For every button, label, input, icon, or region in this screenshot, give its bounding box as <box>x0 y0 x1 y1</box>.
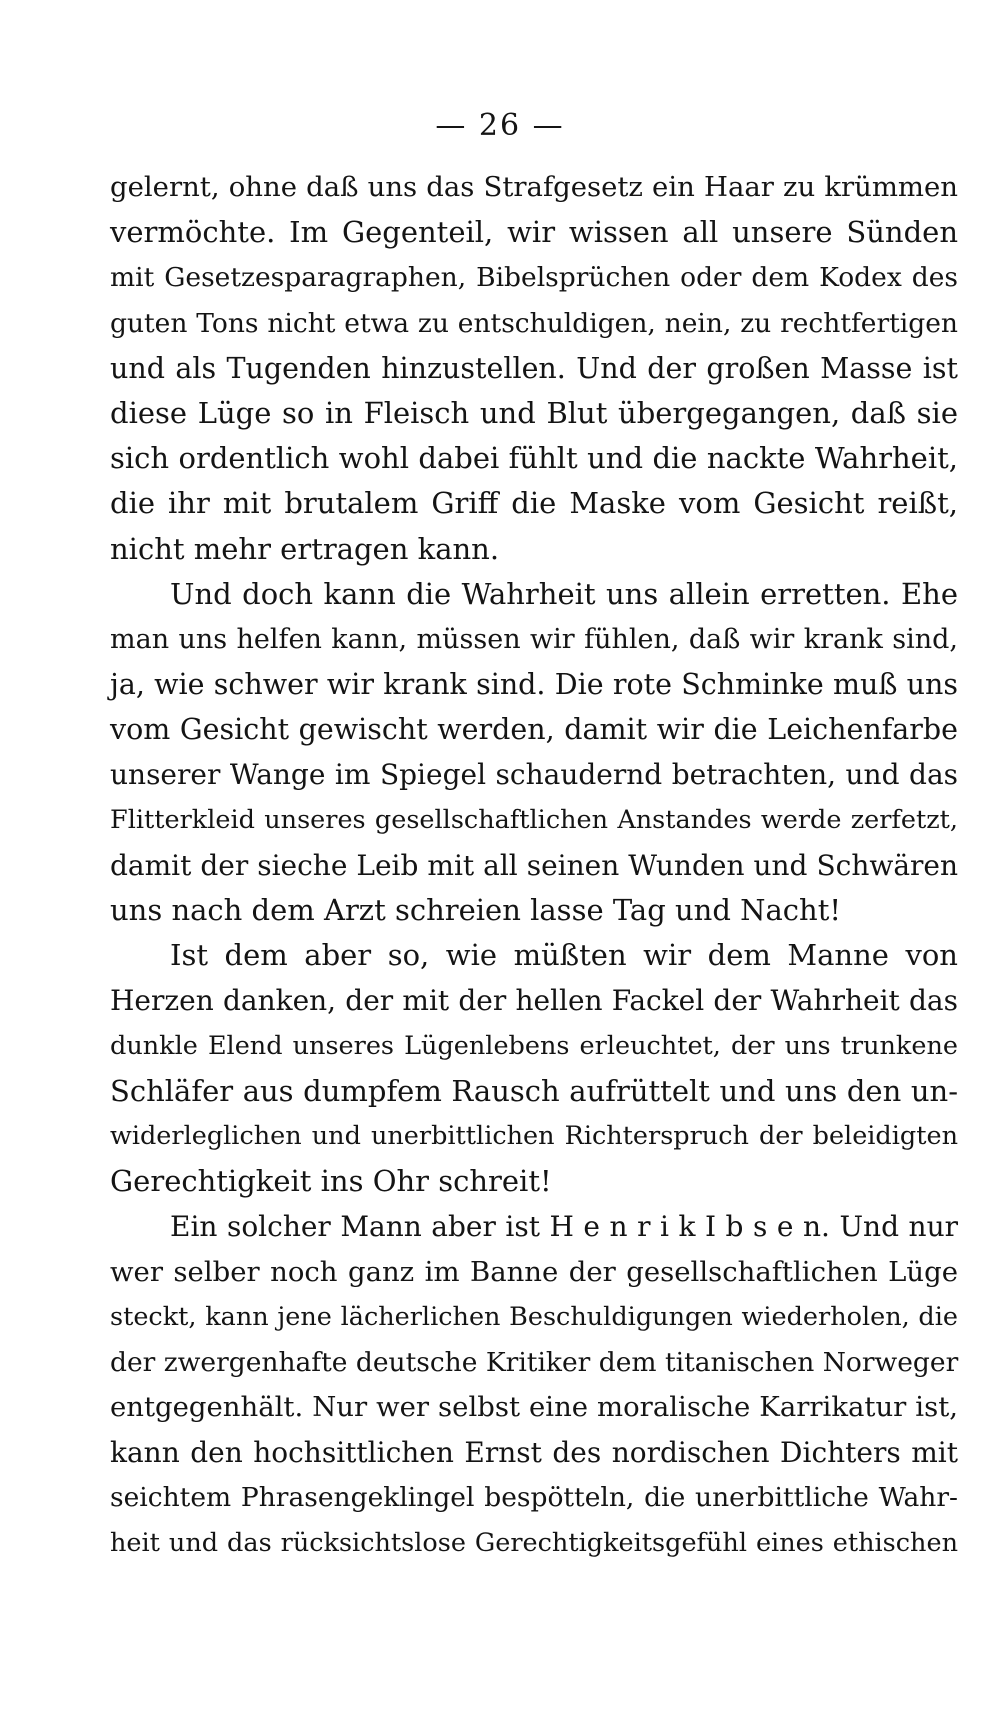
text-line: vom Gesicht gewischt werden, damit wir die Leichenfarbe <box>110 713 958 747</box>
text-line: Flitterkleid unseres gesellschaftlichen Anstandes werde zerfetzt, <box>110 804 958 835</box>
text-line: steckt, kann jene lächerlichen Beschuldigungen wiederholen, die <box>110 1301 958 1332</box>
text-line: Schläfer aus dumpfem Rausch aufrüttelt und uns den un- <box>110 1073 958 1108</box>
text-line: guten Tons nicht etwa zu entschuldigen, nein, zu rechtfertigen <box>110 307 958 339</box>
text-line: gelernt, ohne daß uns das Strafgesetz ein Haar zu krümmen <box>110 171 958 203</box>
body-text <box>110 165 958 1566</box>
text-line: der zwergenhafte deutsche Kritiker dem titanischen Norweger <box>110 1346 959 1378</box>
text-line: Ist dem aber so, wie müßten wir dem Manne von <box>170 938 958 973</box>
text-line: dunkle Elend unseres Lügenlebens erleuchtet, der uns trunkene <box>110 1030 958 1061</box>
text-line: sich ordentlich wohl dabei fühlt und die nackte Wahrheit, <box>110 441 958 476</box>
text-line: Gerechtigkeit ins Ohr schreit! <box>110 1164 552 1199</box>
text-line: entgegenhält. Nur wer selbst eine moralische Karrikatur ist, <box>110 1391 958 1424</box>
text-line: die ihr mit brutalem Griff die Maske vom Gesicht reißt, <box>110 486 958 521</box>
text-line: man uns helfen kann, müssen wir fühlen, daß wir krank sind, <box>110 623 958 655</box>
text-line: nicht mehr ertragen kann. <box>110 531 500 566</box>
text-line: mit Gesetzesparagraphen, Bibelsprüchen oder dem Kodex des <box>110 262 958 294</box>
text-line: wer selber noch ganz im Banne der gesellschaftlichen Lüge <box>110 1255 958 1288</box>
text-line: kann den hochsittlichen Ernst des nordischen Dichters mit <box>110 1436 958 1470</box>
text-line: uns nach dem Arzt schreien lasse Tag und Nacht! <box>110 893 842 927</box>
text-line: seichtem Phrasengeklingel bespötteln, die unerbittliche Wahr- <box>110 1482 958 1514</box>
text-line: heit und das rücksichtslose Gerechtigkeitsgefühl eines ethischen <box>110 1527 958 1558</box>
text-line: damit der sieche Leib mit all seinen Wunden und Schwären <box>110 848 958 882</box>
text-line: diese Lüge so in Fleisch und Blut übergegangen, daß sie <box>110 395 958 430</box>
text-line: Herzen danken, der mit der hellen Fackel der Wahrheit das <box>110 984 958 1018</box>
text-line: und als Tugenden hinzustellen. Und der großen Masse ist <box>110 351 958 385</box>
page-number: — 26 — <box>435 108 565 143</box>
text-line: vermöchte. Im Gegenteil, wir wissen all unsere Sünden <box>110 215 958 250</box>
text-line: ja, wie schwer wir krank sind. Die rote Schminke muß uns <box>110 668 958 702</box>
text-line: Und doch kann die Wahrheit uns allein erretten. Ehe <box>170 576 958 611</box>
text-line: unserer Wange im Spiegel schaudernd betrachten, und das <box>110 758 958 792</box>
text-line: widerleglichen und unerbittlichen Richterspruch der beleidigten <box>110 1120 958 1151</box>
text-line: Ein solcher Mann aber ist H e n r i k I b s e n. Und nur <box>170 1210 958 1244</box>
